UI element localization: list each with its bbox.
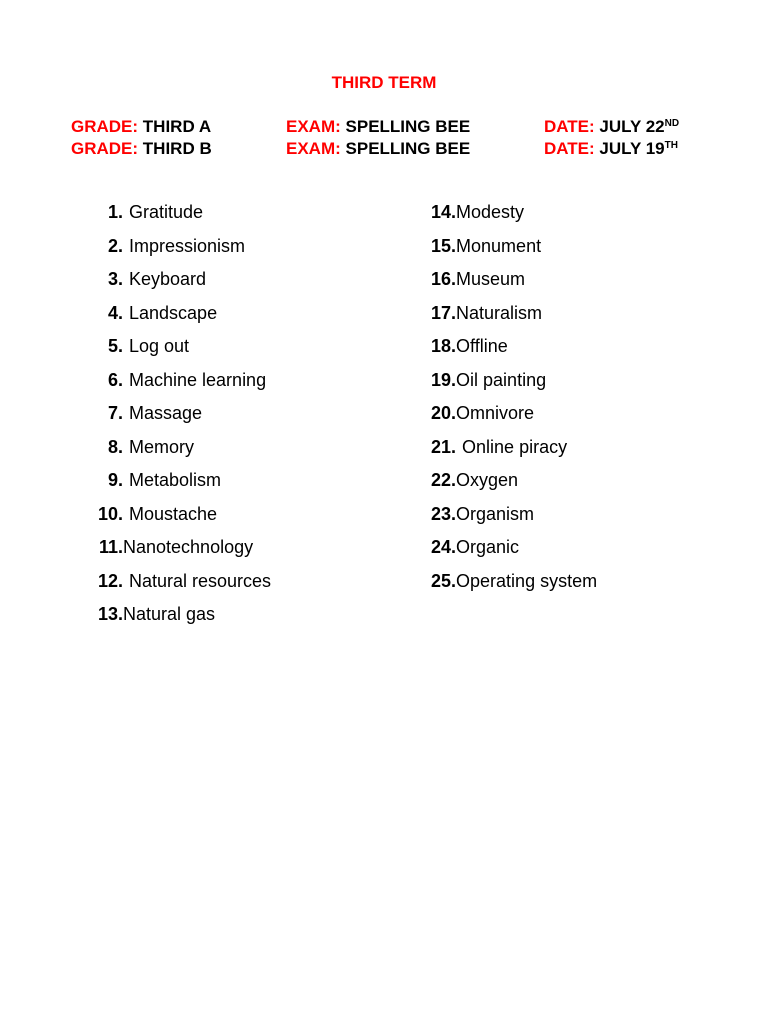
item-number: 13. xyxy=(97,604,123,624)
word-list-right xyxy=(431,200,597,602)
exam-label: EXAM: xyxy=(286,117,341,136)
header-row-third-a xyxy=(0,117,768,139)
item-word: Natural resources xyxy=(129,570,272,591)
list-item xyxy=(431,301,597,335)
item-word: Moustache xyxy=(129,503,218,524)
list-item xyxy=(96,401,271,435)
item-word: Organic xyxy=(456,537,520,557)
item-word: Landscape xyxy=(129,302,218,323)
item-number: 17. xyxy=(431,302,457,323)
item-word: Offline xyxy=(456,336,508,356)
item-number: 9. xyxy=(107,470,123,490)
exam-value: SPELLING BEE xyxy=(345,117,471,136)
date-field xyxy=(544,139,678,159)
item-word: Omnivore xyxy=(456,403,535,423)
date-value: JULY 19 xyxy=(599,139,665,158)
item-number: 20. xyxy=(431,403,457,423)
grade-field xyxy=(71,117,211,137)
item-number: 2. xyxy=(107,235,123,256)
header-row-third-b xyxy=(0,139,768,161)
grade-label: GRADE: xyxy=(71,139,139,158)
item-number: 22. xyxy=(431,470,457,490)
item-word: Memory xyxy=(129,436,195,457)
word-list-left xyxy=(96,200,271,636)
item-number: 25. xyxy=(431,570,457,591)
list-item xyxy=(431,502,597,536)
item-number: 23. xyxy=(431,503,457,524)
list-item xyxy=(96,468,271,502)
item-word: Modesty xyxy=(456,202,525,222)
item-number: 10. xyxy=(97,503,123,524)
date-suffix: ND xyxy=(664,118,680,130)
list-item xyxy=(96,535,271,569)
item-word: Machine learning xyxy=(129,369,267,390)
list-item xyxy=(96,334,271,368)
exam-value: SPELLING BEE xyxy=(345,139,471,158)
list-item xyxy=(431,569,597,603)
item-word: Operating system xyxy=(456,570,598,591)
item-number: 14. xyxy=(431,202,457,222)
item-number: 4. xyxy=(107,302,123,323)
page-title: THIRD TERM xyxy=(331,73,437,92)
item-number: 3. xyxy=(107,269,123,289)
item-word: Nanotechnology xyxy=(123,537,254,557)
grade-value: THIRD B xyxy=(142,139,212,158)
item-word: Oil painting xyxy=(456,369,547,390)
item-word: Museum xyxy=(456,269,526,289)
date-label: DATE: xyxy=(544,117,595,136)
list-item xyxy=(431,334,597,368)
list-item xyxy=(96,502,271,536)
list-item xyxy=(431,435,597,469)
list-item xyxy=(431,401,597,435)
item-number: 1. xyxy=(107,202,123,222)
item-word: Metabolism xyxy=(129,470,222,490)
item-word: Gratitude xyxy=(129,202,204,222)
item-word: Keyboard xyxy=(129,269,207,289)
list-item xyxy=(431,368,597,402)
item-word: Online piracy xyxy=(462,436,568,457)
item-number: 24. xyxy=(431,537,457,557)
list-item xyxy=(96,602,271,636)
date-label: DATE: xyxy=(544,139,595,158)
item-number: 15. xyxy=(431,235,457,256)
list-item xyxy=(96,267,271,301)
item-word: Naturalism xyxy=(456,302,543,323)
list-item xyxy=(431,468,597,502)
item-word: Monument xyxy=(456,235,542,256)
item-number: 5. xyxy=(107,336,123,356)
item-number: 7. xyxy=(107,403,123,423)
item-number: 6. xyxy=(107,369,123,390)
list-item xyxy=(96,569,271,603)
item-number: 18. xyxy=(431,336,457,356)
list-item xyxy=(431,535,597,569)
item-number: 16. xyxy=(431,269,457,289)
list-item xyxy=(96,368,271,402)
grade-field xyxy=(71,139,212,159)
list-item xyxy=(431,267,597,301)
list-item xyxy=(431,234,597,268)
item-word: Log out xyxy=(129,336,190,356)
date-value: JULY 22 xyxy=(599,117,665,136)
list-item xyxy=(96,234,271,268)
item-number: 12. xyxy=(97,570,123,591)
grade-value: THIRD A xyxy=(142,117,212,136)
item-number: 19. xyxy=(431,369,457,390)
date-suffix: TH xyxy=(664,140,678,152)
list-item xyxy=(96,200,271,234)
item-word: Oxygen xyxy=(456,470,519,490)
exam-field xyxy=(286,117,470,137)
item-word: Impressionism xyxy=(129,235,246,256)
exam-label: EXAM: xyxy=(286,139,341,158)
item-number: 8. xyxy=(107,436,123,457)
item-word: Massage xyxy=(129,403,203,423)
item-word: Organism xyxy=(456,503,535,524)
list-item xyxy=(96,435,271,469)
item-word: Natural gas xyxy=(123,604,216,624)
date-field xyxy=(544,117,679,137)
exam-field xyxy=(286,139,470,159)
grade-label: GRADE: xyxy=(71,117,139,136)
list-item xyxy=(431,200,597,234)
list-item xyxy=(96,301,271,335)
item-number: 11. xyxy=(98,537,123,557)
item-number: 21. xyxy=(431,436,457,457)
